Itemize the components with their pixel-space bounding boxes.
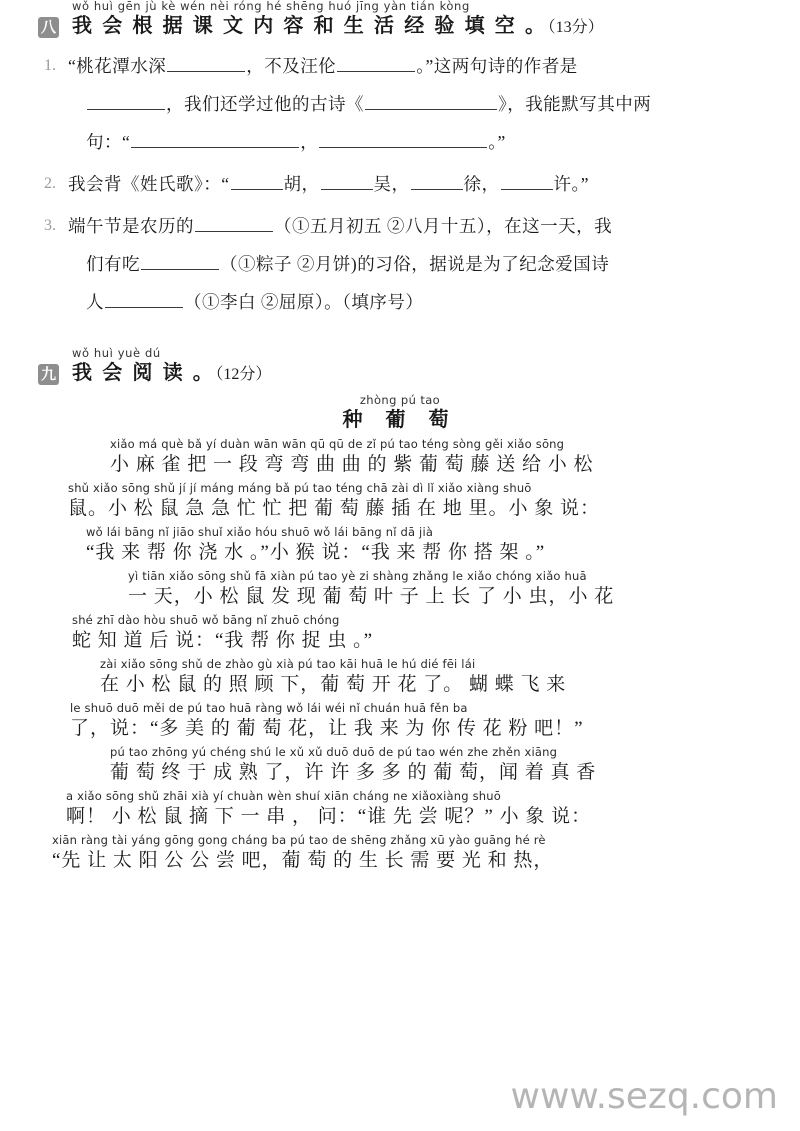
answer-blank[interactable] [231, 172, 283, 190]
section-nine-pinyin: wǒ huì yuè dú [72, 346, 161, 360]
section-eight-questions [0, 47, 800, 321]
answer-blank[interactable] [141, 252, 219, 270]
section-eight-score: （13分） [547, 19, 604, 36]
question-1-line-2 [68, 85, 800, 123]
passage-line-9 [0, 789, 800, 831]
question-3-number: 3. [44, 217, 56, 234]
passage-line-1 [0, 437, 800, 479]
q3l3-b: （①李白 ②屈原）。（填序号） [184, 292, 424, 312]
q1l3-b: ， [300, 132, 319, 152]
passage-line-9-hanzi: 啊！ 小 松 鼠 摘 下 一 串 ， 问：“谁 先 尝 呢？” 小 象 说： [66, 806, 592, 827]
section-eight-header [0, 0, 800, 41]
answer-blank[interactable] [131, 130, 299, 148]
passage-line-6-hanzi: 在 小 松 鼠 的 照 顾 下，葡 萄 开 花 了。 蝴 蝶 飞 来 [100, 674, 567, 695]
answer-blank[interactable] [87, 92, 165, 110]
answer-blank[interactable] [105, 290, 183, 308]
passage-line-1-pinyin: xiǎo má què bǎ yí duàn wān wān qū qū de zǐ pú tao téng sòng gěi xiǎo sōng [110, 437, 565, 451]
q3l3-a: 人 [86, 292, 104, 312]
reading-passage [0, 394, 800, 875]
passage-line-9-pinyin: a xiǎo sōng shǔ zhāi xià yí chuàn wèn shuí xiān cháng ne xiǎoxiàng shuō [66, 789, 501, 803]
passage-title [0, 394, 800, 433]
answer-blank[interactable] [319, 130, 487, 148]
q3l2-a: 们有吃 [86, 254, 140, 274]
passage-line-8-pinyin: pú tao zhōng yú chéng shú le xǔ xǔ duō duō de pú tao wén zhe zhěn xiāng [110, 745, 558, 759]
site-watermark: www.sezq.com [510, 1076, 778, 1117]
passage-line-2-hanzi: 鼠。小 松 鼠 急 急 忙 忙 把 葡 萄 藤 插 在 地 里。小 象 说： [68, 498, 601, 519]
question-3-line-3 [68, 283, 800, 321]
q2l1-e: 许。” [553, 174, 590, 194]
question-1-line-1 [68, 47, 800, 85]
passage-line-3-pinyin: wǒ lái bāng nǐ jiāo shuǐ xiǎo hóu shuō wǒ lái bāng nǐ dā jià [86, 525, 434, 539]
section-nine [0, 347, 800, 875]
passage-line-8 [0, 745, 800, 787]
question-1 [0, 47, 800, 161]
q2l1-d: 徐， [463, 174, 500, 194]
section-eight-title [40, 13, 800, 41]
answer-blank[interactable] [337, 54, 415, 72]
passage-line-8-hanzi [110, 759, 800, 787]
passage-line-3-hanzi: “我 来 帮 你 浇 水 。”小 猴 说：“我 来 帮 你 搭 架 。” [86, 542, 546, 563]
question-2-number: 2. [44, 175, 56, 192]
passage-line-2-pinyin: shǔ xiǎo sōng shǔ jí jí máng máng bǎ pú tao téng chā zài dì lǐ xiǎo xiàng shuō [68, 481, 532, 495]
section-eight-pinyin: wǒ huì gēn jù kè wén nèi róng hé shēng huó jīng yàn tián kòng [72, 0, 470, 13]
section-nine-title-text: 我 会 阅 读 。 [72, 362, 216, 384]
passage-line-7 [0, 701, 800, 743]
passage-line-10-pinyin: xiān ràng tài yáng gōng gong cháng ba pú tao de shēng zhǎng xū yào guāng hé rè [52, 833, 546, 847]
q1l2-a: ，我们还学过他的古诗《 [166, 94, 364, 114]
answer-blank[interactable] [321, 172, 373, 190]
section-nine-header [0, 347, 800, 388]
passage-line-5 [0, 613, 800, 655]
passage-line-7-pinyin: le shuō duō měi de pú tao huā ràng wǒ lái wéi nǐ chuán huā fěn ba [70, 701, 468, 715]
answer-blank[interactable] [365, 92, 497, 110]
question-1-line-3 [68, 123, 800, 161]
passage-line-10-hanzi: “先 让 太 阳 公 公 尝 吧，葡 萄 的 生 长 需 要 光 和 热， [52, 850, 554, 871]
q1l1-c: 。”这两句诗的作者是 [416, 56, 578, 76]
passage-line-6 [0, 657, 800, 699]
passage-line-8-plain: 葡 萄 终 于 成 熟 了，许 许 多 多 的 葡 萄，闻 着 真 香 [110, 762, 597, 783]
answer-blank[interactable] [195, 214, 273, 232]
q3l1-b: （①五月初五 ②八月十五），在这一天，我 [274, 216, 613, 236]
q3l1-a: 端午节是农历的 [68, 216, 194, 236]
question-2-line-1 [68, 165, 800, 203]
q2l1-a: 我会背《姓氏歌》：“ [68, 174, 230, 194]
passage-line-3 [0, 525, 800, 567]
passage-line-4-pinyin: yì tiān xiǎo sōng shǔ fā xiàn pú tao yè zi shàng zhǎng le xiǎo chóng xiǎo huā [128, 569, 587, 583]
section-eight-badge: 八 [38, 17, 59, 38]
q1l3-a: 句：“ [86, 132, 131, 152]
q1l2-b: 》，我能默写其中两 [498, 94, 652, 114]
passage-title-hanzi: 种 葡 萄 [342, 409, 458, 431]
passage-line-1-hanzi: 小 麻 雀 把 一 段 弯 弯 曲 曲 的 紫 葡 萄 藤 送 给 小 松 [110, 454, 594, 475]
passage-title-pinyin: zhòng pú tao [359, 393, 441, 407]
passage-line-5-pinyin: shé zhī dào hòu shuō wǒ bāng nǐ zhuō chóng [72, 613, 340, 627]
answer-blank[interactable] [167, 54, 245, 72]
passage-line-4 [0, 569, 800, 611]
passage-line-2 [0, 481, 800, 523]
section-nine-score: （12分） [215, 366, 272, 383]
section-nine-badge: 九 [38, 364, 59, 385]
q1l3-c: 。” [488, 132, 506, 152]
passage-line-7-hanzi: 了，说：“多 美 的 葡 萄 花，让 我 来 为 你 传 花 粉 吧！” [70, 718, 584, 739]
passage-line-6-pinyin: zài xiǎo sōng shǔ de zhào gù xià pú tao kāi huā le hú dié fēi lái [100, 657, 476, 671]
section-nine-title [40, 360, 800, 388]
passage-line-5-hanzi: 蛇 知 道 后 说：“我 帮 你 捉 虫 。” [72, 630, 374, 651]
answer-blank[interactable] [501, 172, 553, 190]
q1l1-b: ，不及汪伦 [246, 56, 337, 76]
question-3 [0, 207, 800, 321]
answer-blank[interactable] [411, 172, 463, 190]
question-3-line-2 [68, 245, 800, 283]
q3l2-b: （①粽子 ②月饼)的习俗，据说是为了纪念爱国诗 [220, 254, 610, 274]
q2l1-c: 吴， [373, 174, 410, 194]
q2l1-b: 胡， [283, 174, 320, 194]
section-eight-title-text: 我 会 根 据 课 文 内 容 和 生 活 经 验 填 空 。 [72, 15, 548, 37]
q1l1-a: “桃花潭水深 [68, 56, 167, 76]
passage-line-10 [0, 833, 800, 875]
passage-line-4-hanzi: 一 天，小 松 鼠 发 现 葡 萄 叶 子 上 长 了 小 虫，小 花 [128, 586, 615, 607]
question-3-line-1 [68, 207, 800, 245]
section-eight [0, 0, 800, 321]
question-1-number: 1. [44, 57, 56, 74]
question-2 [0, 165, 800, 203]
